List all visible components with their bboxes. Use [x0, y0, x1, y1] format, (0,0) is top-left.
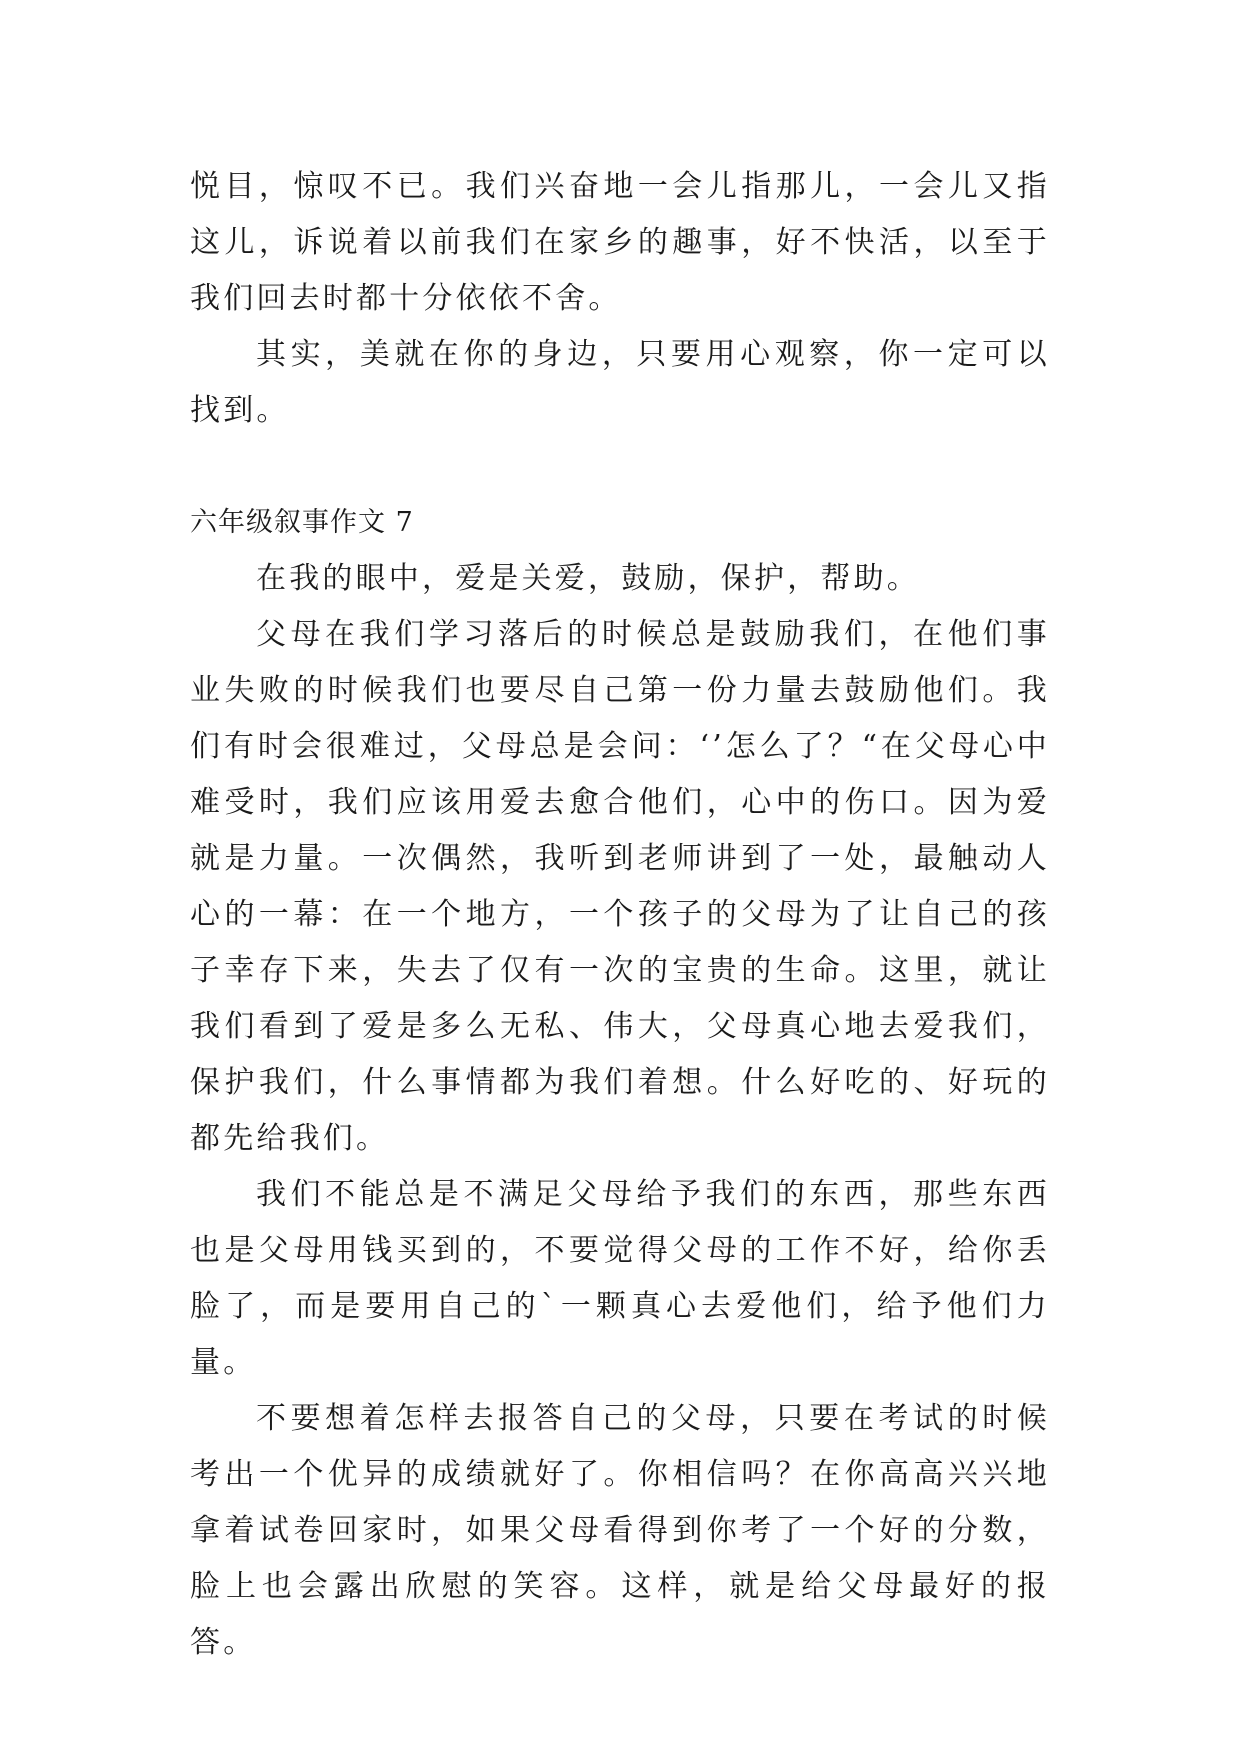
- paragraph-repay-parents: 不要想着怎样去报答自己的父母，只要在考试的时候考出一个优异的成绩就好了。你相信吗？在你高高兴兴地拿着试卷回家时，如果父母看得到你考了一个好的分数，脸上也会露出欣慰的笑容。这样，就是给父母最好的报答。: [190, 1401, 1050, 1660]
- paragraph-be-content: 我们不能总是不满足父母给予我们的东西，那些东西也是父母用钱买到的，不要觉得父母的工作不好，给你丢脸了，而是要用自己的`一颗真心去爱他们，给予他们力量。: [190, 1177, 1050, 1380]
- section-spacer: [190, 439, 1050, 495]
- paragraph-beauty-conclusion: 其实，美就在你的身边，只要用心观察，你一定可以找到。: [190, 337, 1050, 428]
- paragraph-love-definition: 在我的眼中，爱是关爱，鼓励，保护，帮助。: [256, 561, 920, 596]
- document-body: [190, 159, 1050, 1671]
- paragraph-parents-encourage: 父母在我们学习落后的时候总是鼓励我们，在他们事业失败的时候我们也要尽自己第一份力量去鼓励他们。我们有时会很难过，父母总是会问：‘’怎么了？“在父母心中难受时，我们应该用爱去愈合他们，心中的伤口。因为爱就是力量。一次偶然，我听到老师讲到了一处，最触动人心的一幕：在一个地方，一个孩子的父母为了让自己的孩子幸存下来，失去了仅有一次的宝贵的生命。这里，就让我们看到了爱是多么无私、伟大，父母真心地去爱我们，保护我们，什么事情都为我们着想。什么好吃的、好玩的都先给我们。: [190, 617, 1050, 1156]
- essay-title: 六年级叙事作文 7: [190, 507, 414, 538]
- paragraph-continuation: 悦目，惊叹不已。我们兴奋地一会儿指那儿，一会儿又指这儿，诉说着以前我们在家乡的趣事，好不快活，以至于我们回去时都十分依依不舍。: [190, 169, 1050, 316]
